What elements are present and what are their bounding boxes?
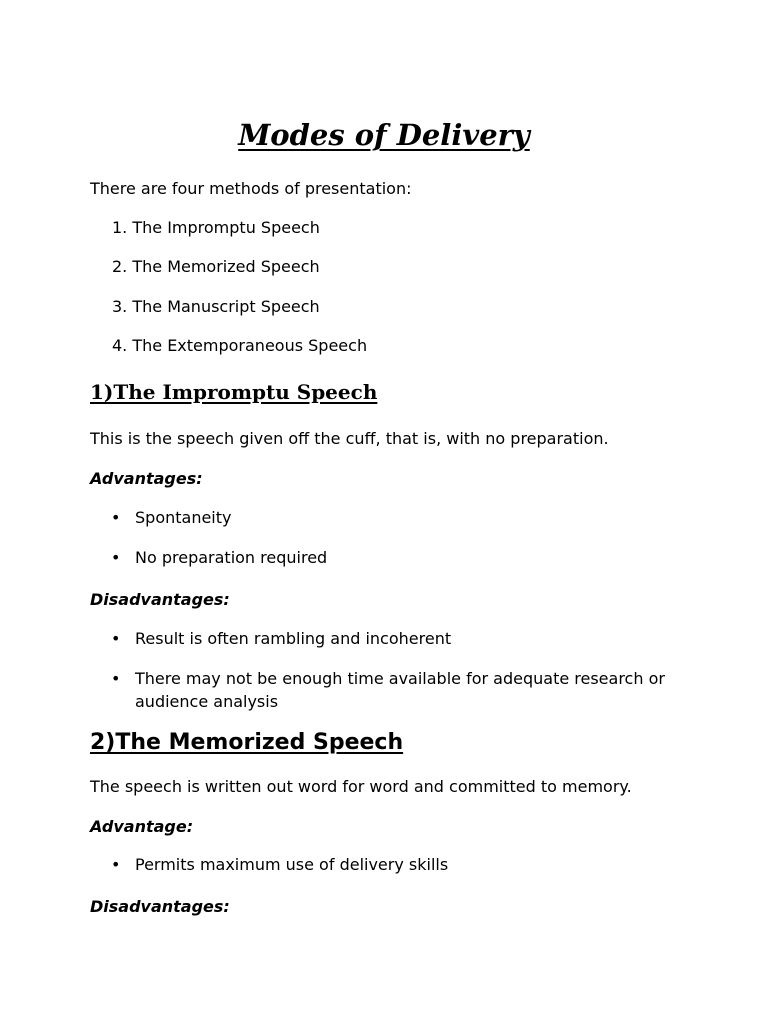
bullet-icon: • xyxy=(111,508,121,527)
list-item: No preparation required xyxy=(135,548,328,567)
section-description: This is the speech given off the cuff, that is, with no preparation. xyxy=(90,429,609,448)
list-item: 2. The Memorized Speech xyxy=(112,257,320,276)
list-item: Permits maximum use of delivery skills xyxy=(135,855,449,874)
disadvantages-label: Disadvantages: xyxy=(90,590,230,609)
document-title: Modes of Delivery xyxy=(238,118,530,152)
section-heading-memorized: 2)The Memorized Speech xyxy=(90,730,404,755)
section-heading-impromptu: 1)The Impromptu Speech xyxy=(90,380,378,404)
list-item: 1. The Impromptu Speech xyxy=(112,218,320,237)
advantage-label: Advantage: xyxy=(90,817,194,836)
advantages-label: Advantages: xyxy=(90,469,203,488)
intro-text: There are four methods of presentation: xyxy=(90,179,412,198)
list-item: Result is often rambling and incoherent xyxy=(135,629,452,648)
disadvantages-label: Disadvantages: xyxy=(90,897,230,916)
list-item: 4. The Extemporaneous Speech xyxy=(112,336,368,355)
bullet-icon: • xyxy=(111,629,121,648)
section-description: The speech is written out word for word and committed to memory. xyxy=(90,777,632,796)
list-item: 3. The Manuscript Speech xyxy=(112,297,320,316)
bullet-icon: • xyxy=(111,669,121,688)
bullet-icon: • xyxy=(111,855,121,874)
bullet-icon: • xyxy=(111,548,121,567)
list-item: Spontaneity xyxy=(135,508,232,527)
list-item: There may not be enough time available for adequate research or audience analysis xyxy=(135,669,665,711)
